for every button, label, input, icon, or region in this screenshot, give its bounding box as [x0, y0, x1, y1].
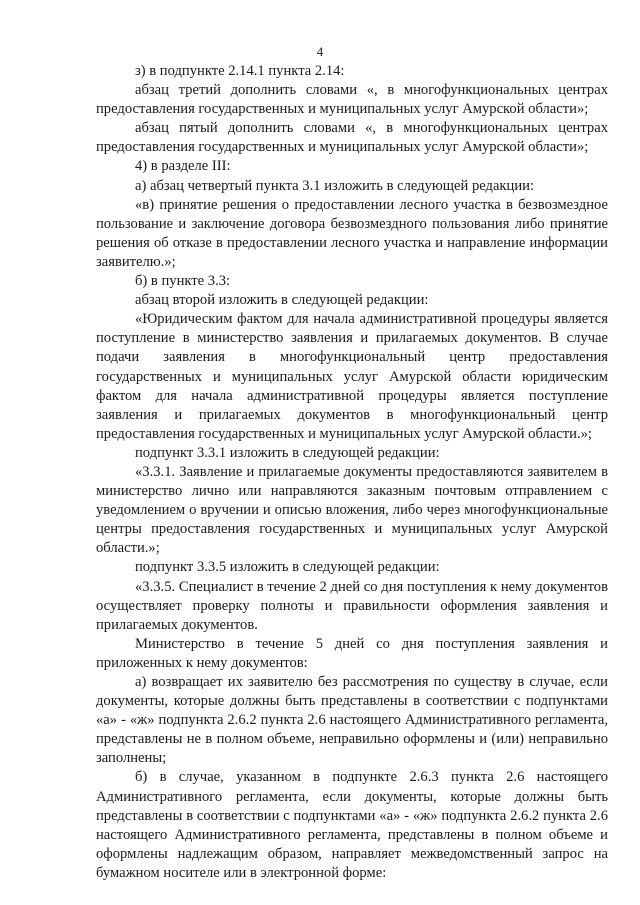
paragraph: «Юридическим фактом для начала административной процедуры является поступление в министерство заявления и прилагаемых документов. В случае подачи заявления в многофункциональный центр предоставления государственных и муниципальных услуг Амурской области юридическим фактом для начала административной процедуры является поступление заявления и прилагаемых документов в многофункциональный центр предоставления государственных и муниципальных услуг Амурской области.»;: [96, 311, 608, 442]
paragraph: «3.3.1. Заявление и прилагаемые документы предоставляются заявителем в министерство лично или направляются заказным почтовым отправлением с уведомлением о вручении и описью вложения, либо через многофункциональные центры предоставления государственных и муниципальных услуг Амурской области.»;: [96, 463, 608, 557]
paragraph: б) в случае, указанном в подпункте 2.6.3 пункта 2.6 настоящего Административного регламента, если документы, которые должны быть представлены в соответствии с подпунктами «а» - «ж» подпункта 2.6.2 пункта 2.6 настоящего Административного регламента, представлены в полном объеме и оформлены надлежащим образом, направляет межведомственный запрос на бумажном носителе или в электронной форме:: [96, 769, 608, 881]
paragraph: «3.3.5. Специалист в течение 2 дней со дня поступления к нему документов осуществляет проверку полноты и правильности оформления заявления и прилагаемых документов.: [96, 578, 608, 633]
paragraph: абзац третий дополнить словами «, в многофункциональных центрах предоставления государственных и муниципальных услуг Амурской области»;: [96, 82, 608, 118]
paragraph: а) возвращает их заявителю без рассмотрения по существу в случае, если документы, которые должны быть представлены в соответствии с подпунктами «а» - «ж» подпункта 2.6.2 пункта 2.6 настоящего Административного регламента, представлены не в полном объеме, неправильно оформлены и (или) неправильно заполнены;: [96, 674, 608, 767]
document-body: [96, 62, 608, 883]
page-number: 4: [316, 44, 324, 59]
paragraph: абзац второй изложить в следующей редакции:: [135, 292, 429, 309]
paragraph: абзац пятый дополнить словами «, в многофункциональных центрах предоставления государственных и муниципальных услуг Амурской области»;: [96, 120, 608, 156]
paragraph: б) в пункте 3.3:: [135, 273, 231, 290]
paragraph: 4) в разделе III:: [135, 158, 231, 175]
paragraph: подпункт 3.3.5 изложить в следующей редакции:: [135, 559, 440, 576]
paragraph: «в) принятие решения о предоставлении лесного участка в безвозмездное пользование и заключение договора безвозмездного пользования либо принятие решения об отказе в предоставлении лесного участка и направление информации заявителю.»;: [96, 196, 608, 270]
paragraph: а) абзац четвертый пункта 3.1 изложить в следующей редакции:: [135, 177, 535, 194]
paragraph: з) в подпункте 2.14.1 пункта 2.14:: [135, 63, 345, 79]
paragraph: подпункт 3.3.1 изложить в следующей редакции:: [135, 444, 440, 461]
paragraph: Министерство в течение 5 дней со дня поступления заявления и приложенных к нему документов:: [96, 635, 608, 671]
